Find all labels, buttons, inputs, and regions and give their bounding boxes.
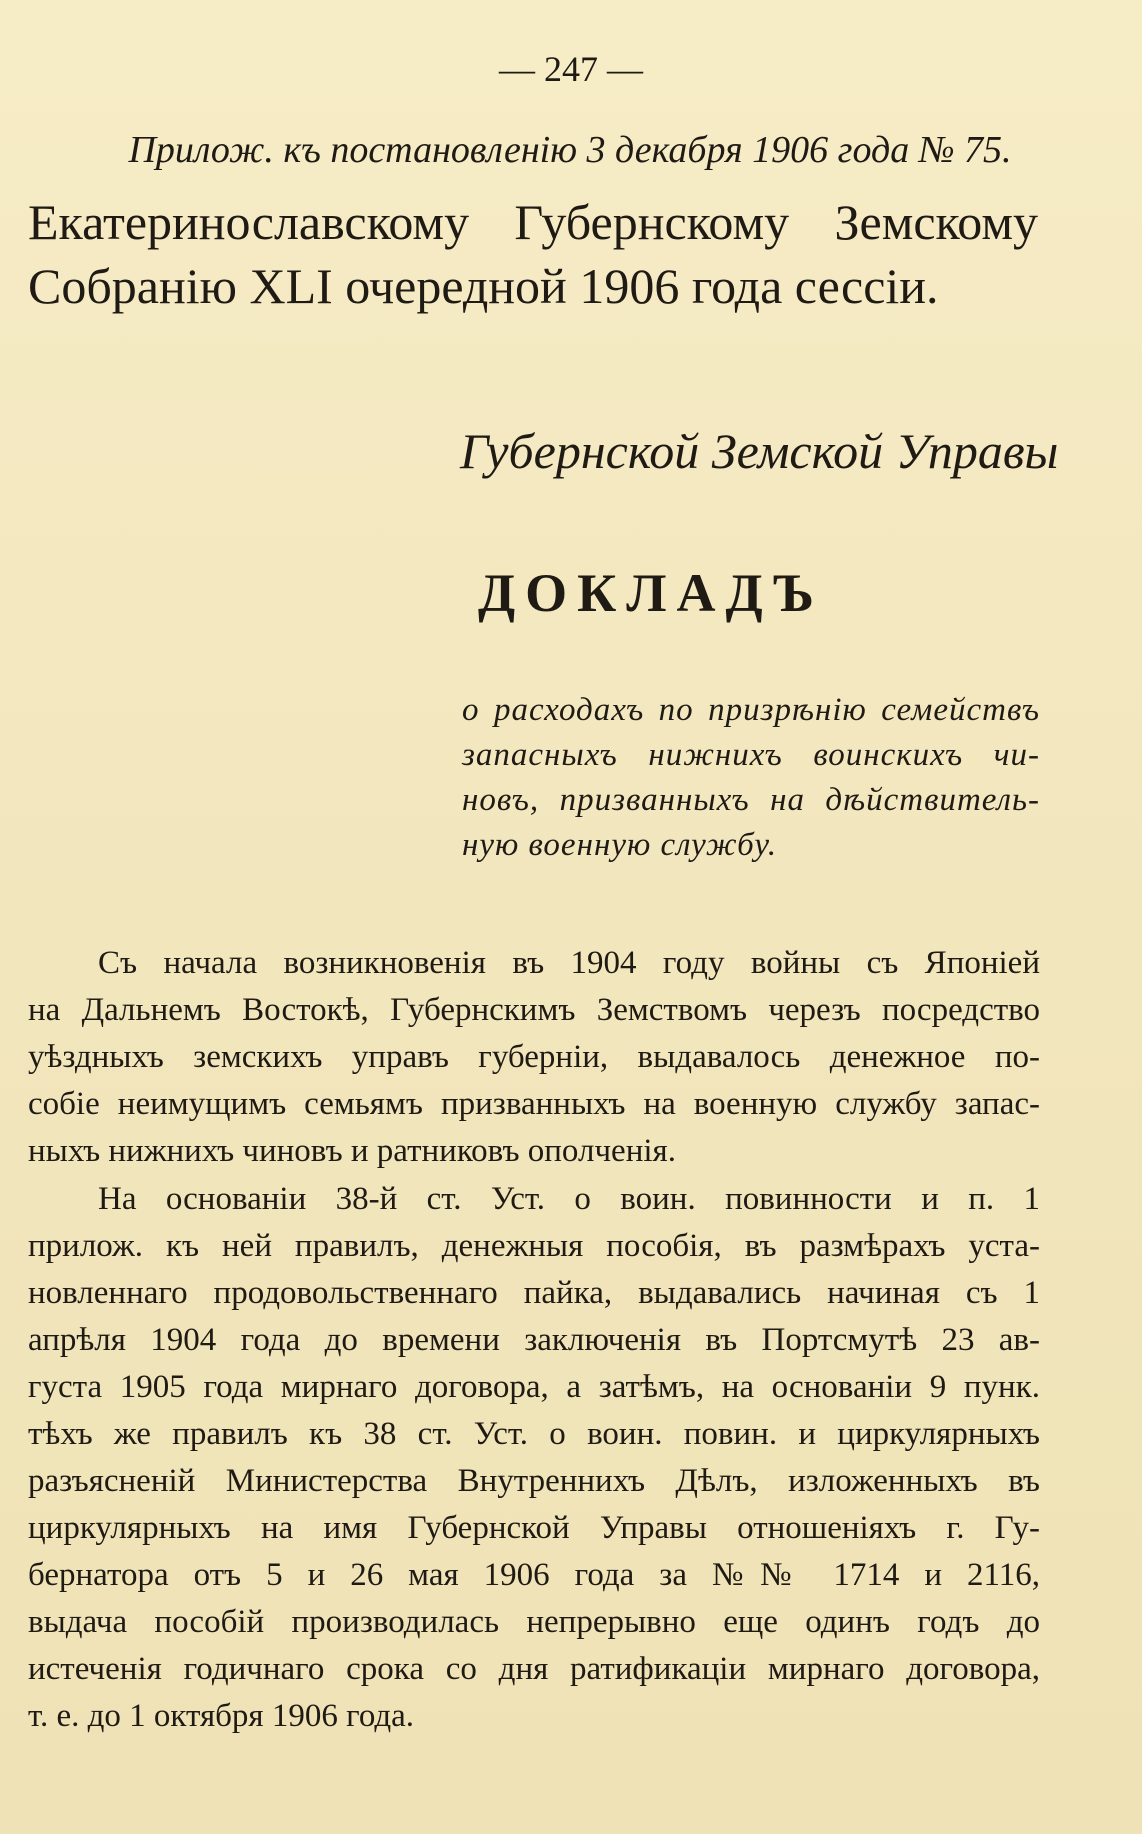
text-line: На основаніи 38-й ст. Уст. о воин. повинности и п. 1 (98, 1181, 1040, 1217)
text-line: тѣхъ же правилъ къ 38 ст. Уст. о воин. повин. и циркулярныхъ (28, 1416, 1040, 1452)
addressee-line-1: Екатеринославскому Губернскому Земскому (28, 194, 1038, 250)
text-line: уѣздныхъ земскихъ управъ губерніи, выдавалось денежное по- (28, 1039, 1040, 1075)
appendix-note: Прилож. къ постановленію 3 декабря 1906 года № 75. (128, 129, 1012, 171)
addressee-heading (28, 190, 1038, 318)
text-line: т. е. до 1 октября 1906 года. (28, 1698, 415, 1734)
report-title: ДОКЛАДЪ (477, 563, 824, 623)
paragraph-1 (28, 940, 1040, 1175)
subject-line: о расходахъ по призрѣнію семействъ (462, 692, 1040, 728)
page-number: — 247 — (499, 49, 643, 89)
text-line: на Дальнемъ Востокѣ, Губернскимъ Земствомъ черезъ посредство (28, 992, 1040, 1028)
subject-line: ную военную службу. (462, 827, 778, 863)
report-author: Губернской Земской Управы (460, 423, 1059, 479)
text-line: разъясненій Министерства Внутреннихъ Дѣлъ, изложенныхъ въ (28, 1463, 1040, 1499)
text-line: Съ начала возникновенія въ 1904 году войны съ Японіей (98, 945, 1040, 981)
text-line: апрѣля 1904 года до времени заключенія въ Портсмутѣ 23 ав- (28, 1322, 1040, 1358)
text-line: собіе неимущимъ семьямъ призванныхъ на военную службу запас- (28, 1086, 1040, 1122)
text-line: выдача пособій производилась непрерывно еще одинъ годъ до (28, 1604, 1040, 1640)
text-line: густа 1905 года мирнаго договора, а затѣмъ, на основаніи 9 пунк. (28, 1369, 1040, 1405)
addressee-line-2: Собранію XLI очередной 1906 года сессіи. (28, 258, 939, 314)
subject-line: новъ, призванныхъ на дѣйствитель- (462, 782, 1040, 818)
text-line: циркулярныхъ на имя Губернской Управы отношеніяхъ г. Гу- (28, 1510, 1040, 1546)
text-line: ныхъ нижнихъ чиновъ и ратниковъ ополченія. (28, 1133, 676, 1169)
text-line: бернатора отъ 5 и 26 мая 1906 года за №№ 1714 и 2116, (28, 1557, 1040, 1593)
paragraph-2 (28, 1176, 1040, 1740)
report-subject (462, 688, 1040, 868)
text-line: истеченія годичнаго срока со дня ратификаціи мирнаго договора, (28, 1651, 1040, 1687)
subject-line: запасныхъ нижнихъ воинскихъ чи- (462, 737, 1040, 773)
text-line: новленнаго продовольственнаго пайка, выдавались начиная съ 1 (28, 1275, 1040, 1311)
text-line: прилож. къ ней правилъ, денежныя пособія, въ размѣрахъ уста- (28, 1228, 1040, 1264)
